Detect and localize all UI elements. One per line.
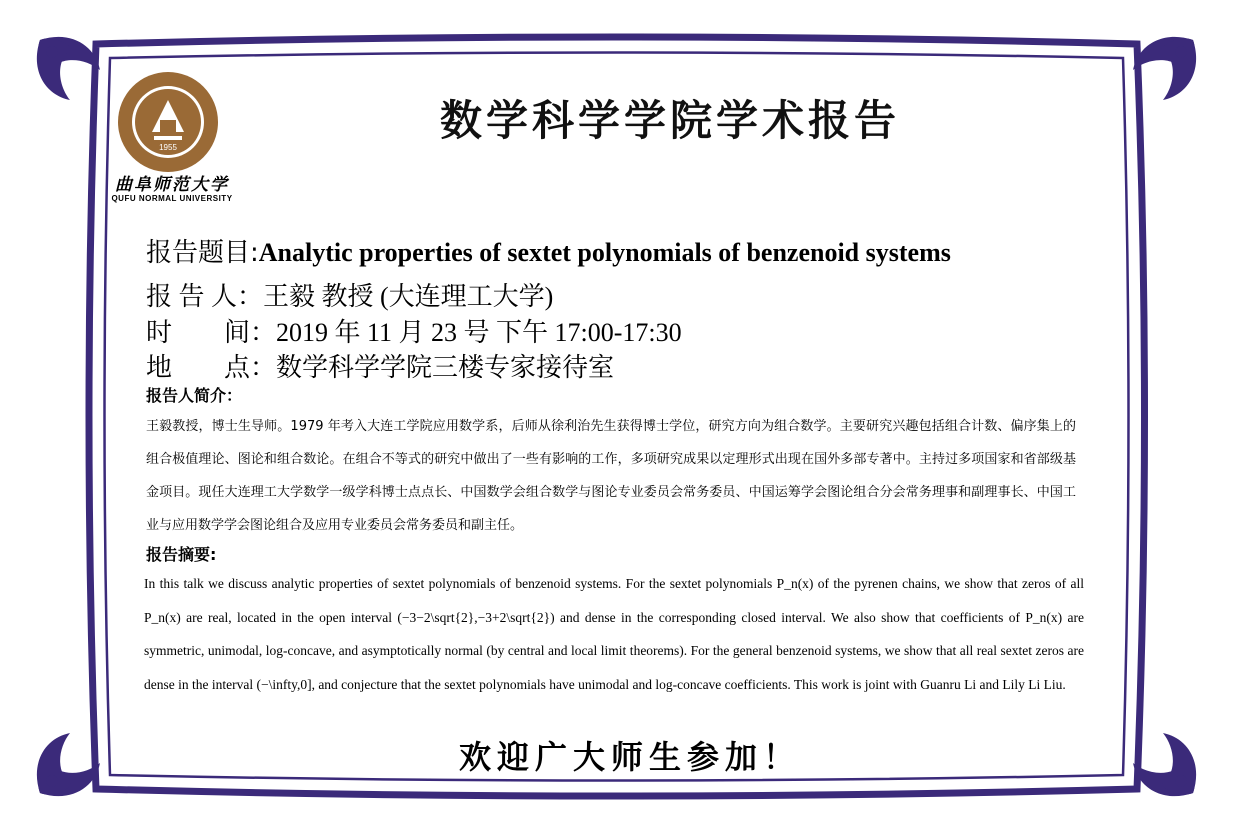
bio-text: 王毅教授，博士生导师。1979 年考入大连工学院应用数学系，后师从徐利治先生获得博士学位，研究方向为组合数学。主要研究兴趣包括组合计数、偏序集上的组合极值理论、图论和组合数论。在组合不等式的研究中做出了一些有影响的工作，多项研究成果以定理形式出现在国外多部专著中。主持过多项国家和省部级基金项目。现任大连理工大学数学一级学科博士点点长、中国数学会组合数学与图论专业委员会常务委员、中国运筹学会图论组合分会常务理事和副理事长、中国工业与应用数学学会图论组合及应用专业委员会常务委员和副主任。 [146,419,1076,533]
university-name-en: QUFU NORMAL UNIVERSITY [111,194,233,203]
place-row [146,347,614,384]
welcome-message: 欢迎广大师生参加！ [458,738,801,776]
report-title-label: 报告题目: [146,238,259,268]
time-row [146,312,682,349]
speaker-value: 王毅 教授 (大连理工大学) [263,282,554,311]
time-label: 时 间： [146,318,277,347]
speaker-label: 报 告 人： [146,282,264,311]
abstract-heading: 报告摘要: [146,545,217,564]
university-seal-icon [116,70,220,174]
report-title-row [146,232,951,269]
seal-year: 1955 [159,143,177,152]
university-name-cn: 曲阜师范大学 [115,175,229,195]
speaker-row [146,276,553,313]
university-logo [110,70,233,210]
page-title: 数学科学学院学术报告 [439,96,900,145]
place-value: 数学科学学院三楼专家接待室 [276,353,615,382]
place-label: 地 点： [146,353,277,382]
report-title-value: Analytic properties of sextet polynomials of benzenoid systems [258,238,951,267]
bio-heading: 报告人简介： [146,386,243,405]
time-value: 2019 年 11 月 23 号 下午 17:00-17:30 [276,318,682,347]
abstract-text: In this talk we discuss analytic properties of sextet polynomials of benzenoid systems. For the sextet polynomials P_n(x) of the pyrenen chains, we show that zeros of all P_n(x) are real, located in the open interval (−3−2\sqrt{2},−3+2\sqrt{2}) and dense in the corresponding closed interval. We also show that coefficients of P_n(x) are symmetric, unimodal, log-concave, and asymptotically normal (by central and local limit theorems). For the general benzenoid systems, we show that all real sextet zeros are dense in the interval (−\infty,0], and conjecture that the sextet polynomials have unimodal and log-concave coefficients. This work is joint with Guanru Li and Lily Li Liu. [144,576,1084,692]
